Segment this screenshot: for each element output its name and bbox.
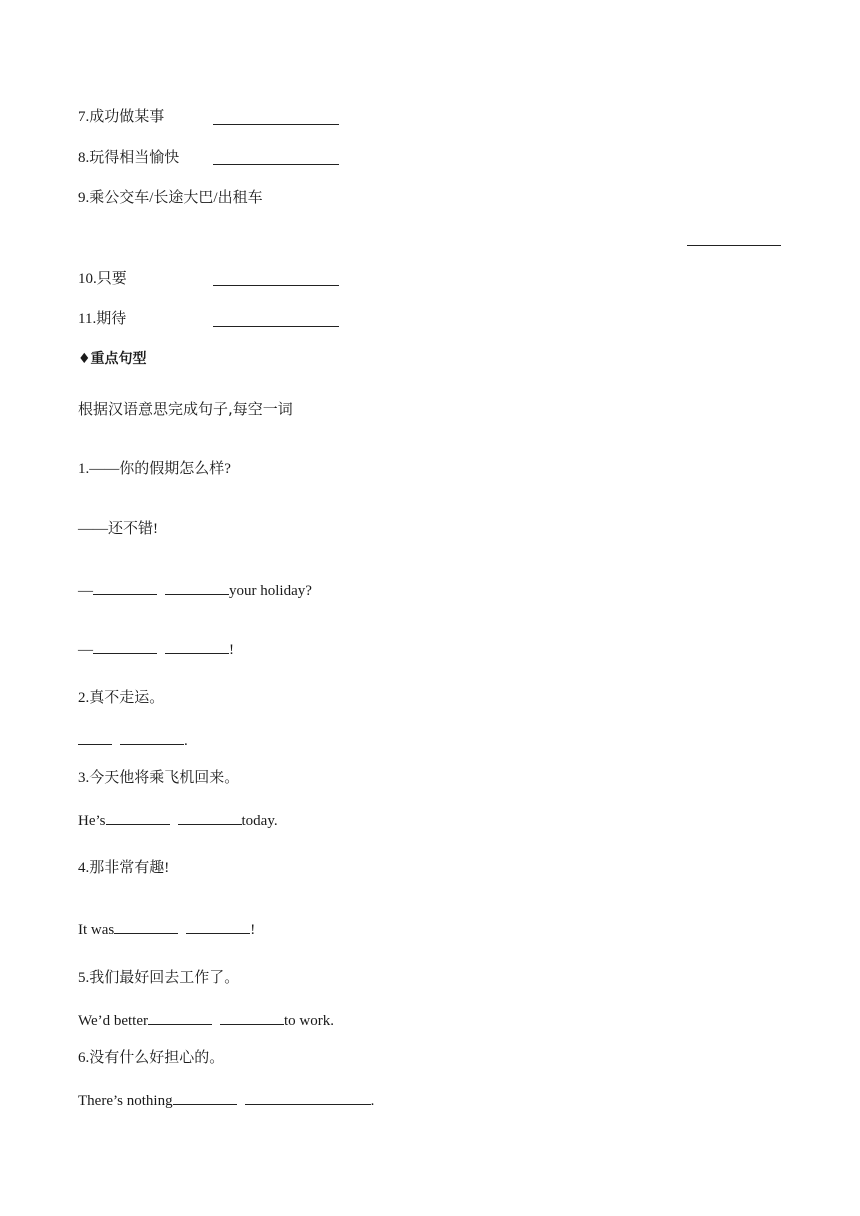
q5-chinese: 5.我们最好回去工作了。 bbox=[78, 970, 240, 986]
q4-prefix: It was bbox=[78, 922, 115, 938]
answer-blank[interactable] bbox=[186, 918, 250, 934]
q1-a-prefix: — bbox=[78, 642, 93, 658]
vocab-item-10: 10.只要 bbox=[78, 271, 127, 287]
answer-blank[interactable] bbox=[93, 579, 157, 595]
q2-chinese: 2.真不走运。 bbox=[78, 690, 165, 706]
vocab-blank-11[interactable] bbox=[213, 326, 339, 327]
q1-english-question bbox=[78, 579, 312, 601]
q1-q-prefix: — bbox=[78, 583, 93, 599]
q1-a-suffix: ! bbox=[229, 642, 234, 658]
q1-chinese-answer: ——还不错! bbox=[78, 521, 158, 537]
q5-prefix: We’d better bbox=[78, 1013, 149, 1029]
q2-english bbox=[78, 729, 188, 751]
q1-q-suffix: your holiday? bbox=[229, 583, 312, 599]
q3-prefix: He’s bbox=[78, 813, 106, 829]
answer-blank[interactable] bbox=[106, 809, 170, 825]
vocab-item-8: 8.玩得相当愉快 bbox=[78, 150, 180, 166]
vocab-blank-7[interactable] bbox=[213, 124, 339, 125]
q3-chinese: 3.今天他将乘飞机回来。 bbox=[78, 770, 240, 786]
q4-english bbox=[78, 918, 255, 940]
q4-suffix: ! bbox=[250, 922, 256, 938]
q1-chinese-question: 1.——你的假期怎么样? bbox=[78, 461, 231, 477]
q1-english-answer bbox=[78, 638, 234, 660]
instruction-text: 根据汉语意思完成句子,每空一词 bbox=[78, 400, 293, 418]
vocab-blank-9[interactable] bbox=[687, 245, 781, 246]
q6-prefix: There’s nothing bbox=[78, 1093, 173, 1109]
q6-english bbox=[78, 1089, 374, 1111]
vocab-item-7: 7.成功做某事 bbox=[78, 109, 165, 125]
q6-suffix: . bbox=[370, 1093, 375, 1109]
answer-blank[interactable] bbox=[165, 638, 229, 654]
answer-blank[interactable] bbox=[178, 809, 242, 825]
q2-suffix: . bbox=[184, 733, 188, 749]
vocab-blank-8[interactable] bbox=[213, 164, 339, 165]
answer-blank[interactable] bbox=[78, 729, 112, 745]
q3-suffix: today. bbox=[241, 813, 278, 829]
q6-chinese: 6.没有什么好担心的。 bbox=[78, 1050, 225, 1066]
answer-blank[interactable] bbox=[93, 638, 157, 654]
q5-english bbox=[78, 1009, 334, 1031]
answer-blank[interactable] bbox=[220, 1009, 284, 1025]
answer-blank[interactable] bbox=[173, 1089, 237, 1105]
answer-blank[interactable] bbox=[165, 579, 229, 595]
q4-chinese: 4.那非常有趣! bbox=[78, 860, 170, 876]
answer-blank[interactable] bbox=[245, 1089, 371, 1105]
vocab-blank-10[interactable] bbox=[213, 285, 339, 286]
answer-blank[interactable] bbox=[148, 1009, 212, 1025]
section-heading: ♦重点句型 bbox=[78, 351, 147, 367]
vocab-item-9: 9.乘公交车/长途大巴/出租车 bbox=[78, 190, 263, 206]
q5-suffix: to work. bbox=[284, 1013, 335, 1029]
answer-blank[interactable] bbox=[114, 918, 178, 934]
q3-english bbox=[78, 809, 278, 831]
vocab-item-11: 11.期待 bbox=[78, 311, 127, 327]
answer-blank[interactable] bbox=[120, 729, 184, 745]
